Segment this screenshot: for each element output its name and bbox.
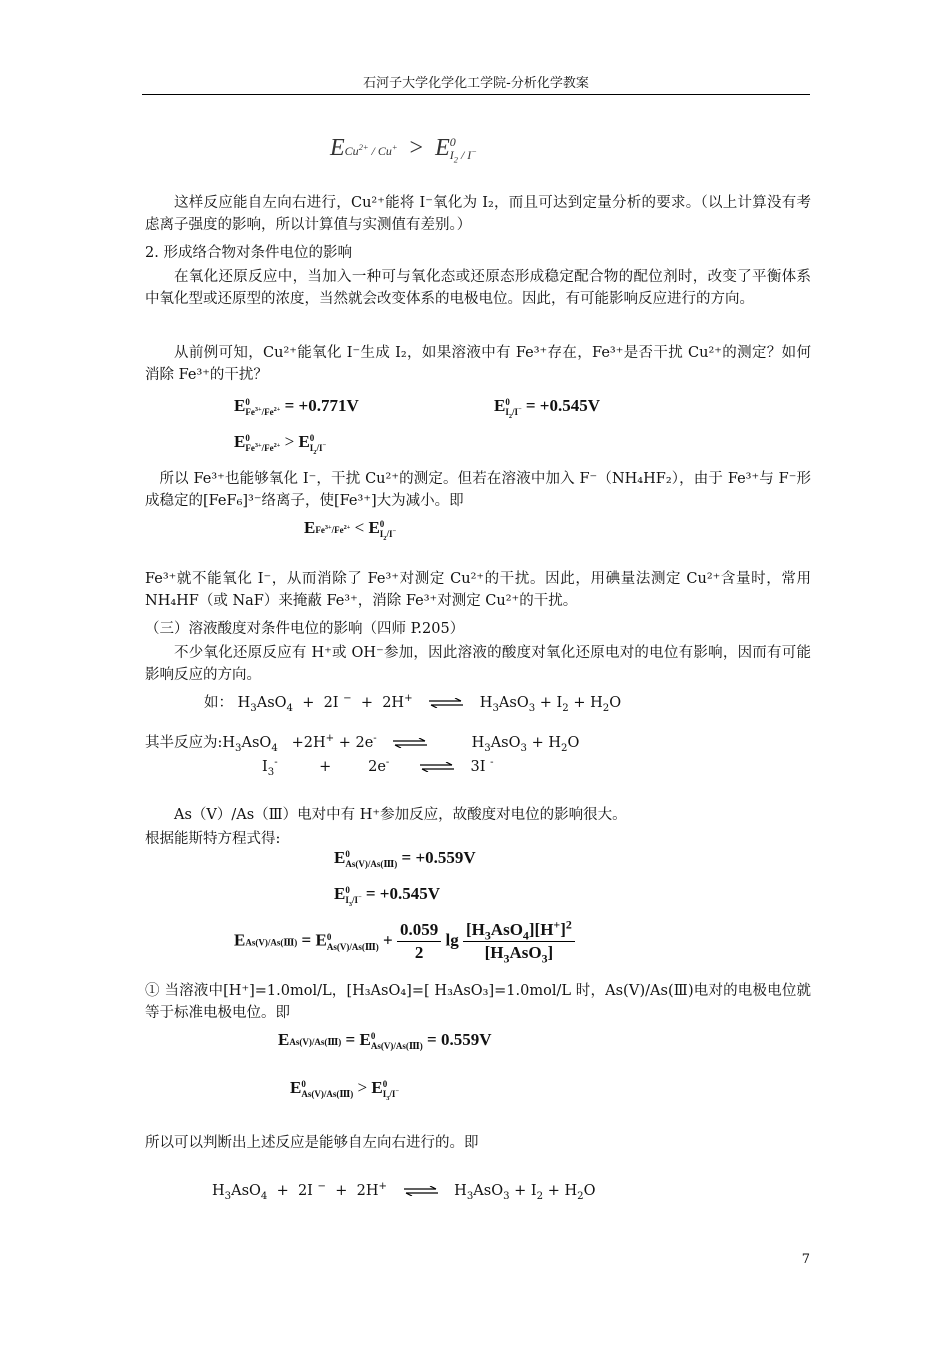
half-reaction-1: 其半反应为$:H_3AsO_4 +2H^+ + 2e^-$ $H_3AsO_3 + H_2O$ [145,733,580,754]
equation-fe-gt-i2: E 0 $Fe^{3+}/Fe^{2+}$ > E 0 $I_2/I^-$ [234,432,327,456]
paragraph-7: As（Ⅴ）/As（Ⅲ）电对中有 H⁺参加反应，故酸度对电位的影响很大。 [174,807,627,823]
page-number: 7 [801,1252,810,1267]
half-reaction-label: 其半反应为: [145,735,223,751]
equilibrium-arrow-icon [429,698,463,708]
example-label: 如： [204,695,233,711]
i3-std-value: = +0.545V [365,884,441,903]
paragraph-10: 所以可以判断出上述反应是能够自左向右进行的。即 [145,1135,479,1151]
equation-as-gt-i3: E 0 As(V)/As(Ⅲ) > E 0 $I_3/I^-$ [290,1078,400,1102]
section-heading-2: 2. 形成络合物对条件电位的影响 [145,245,352,261]
equation-i3-std: E 0 $I_3/I^-$ = +0.545V [334,884,441,908]
page-header: 石河子大学化学化工学院-分析化学教案 [363,76,589,91]
equation-as-equals-std: EAs(V)/As(Ⅲ) = E 0 As(V)/As(Ⅲ) = 0.559V [278,1030,492,1052]
equilibrium-arrow-icon [393,738,427,748]
section-heading-3: （三）溶液酸度对条件电位的影响（四师 P.205） [145,621,465,637]
paragraph-2: 在氧化还原反应中，当加入一种可与氧化态或还原态形成稳定配合物的配位剂时，改变了平衡体系中氧化型或还原型的浓度，当然就会改变体系的电极电位。因此，有可能影响反应进行的方向。 [145,269,811,307]
equation-i2-std: E 0 $I_2/I^-$ = +0.545V [494,396,601,420]
equation-fe-lt-i2: $EFe^{3+}/Fe^{2+} < E$ 0 $I_2/I^-$ [304,518,397,542]
paragraph-3: 从前例可知，Cu²⁺能氧化 I⁻生成 I₂，如果溶液中有 Fe³⁺存在，Fe³⁺是否干扰 Cu²⁺的测定？如何消除 Fe³⁺的干扰？ [145,345,811,383]
equation-fe-std: E 0 $Fe^{3+}/Fe^{2+}$ = +0.771V [234,396,359,418]
header-rule [142,94,810,95]
reaction-final: $H_3AsO_4 + 2I$ − + 2H+ $H_3AsO_3 + I_2 + H_2O$ [212,1181,596,1202]
paragraph-9: ① 当溶液中[H⁺]=1.0mol/L，[H₃AsO₄]=[ H₃AsO₃]=1.0mol/L 时，As(Ⅴ)/As(Ⅲ)电对的电极电位就等于标准电极电位。即 [145,983,811,1021]
equilibrium-arrow-icon [420,762,454,772]
reaction-main: 如： $H_3AsO_4 + 2I$ − + 2H+ $H_3AsO_3 + I_2 + H_2O$ [204,693,622,714]
paragraph-6: 不少氧化还原反应有 H⁺或 OH⁻参加，因此溶液的酸度对氧化还原电对的电位有影响，因而有可能影响反应的方向。 [145,645,811,683]
nernst-denominator: 2 [414,943,424,962]
as-std-value: = +0.559V [401,848,476,867]
as-eq-value: = 0.559V [427,1030,492,1049]
half-reaction-2: $I_3^-$ + 2e- 3I - [262,757,494,778]
paragraph-8: 根据能斯特方程式得: [145,831,281,847]
nernst-equation: EAs(V)/As(Ⅲ) = E 0 As(V)/As(Ⅲ) + $\frac{0.059}{2}$ lg $\frac{[H_3AsO_4][H^+]^2}{[H_3AsO_3]}$ [234,920,575,963]
fe-std-value: = +0.771V [284,396,359,415]
nernst-coefficient: 0.059 [397,920,441,942]
paragraph-5: Fe³⁺就不能氧化 I⁻，从而消除了 Fe³⁺对测定 Cu²⁺的干扰。因此，用碘量法测定 Cu²⁺含量时，常用 NH₄HF（或 NaF）来掩蔽 Fe³⁺，消除 Fe³⁺对测定 Cu²⁺的干扰。 [145,571,811,609]
i2-std-value: = +0.545V [525,396,601,415]
equilibrium-arrow-icon [404,1186,438,1196]
paragraph-1: 这样反应能自左向右进行，Cu²⁺能将 I⁻氧化为 I₂，而且可达到定量分析的要求。（以上计算没有考虑离子强度的影响，所以计算值与实测值有差别。） [145,195,811,233]
paragraph-4: 所以 Fe³⁺也能够氧化 I⁻，干扰 Cu²⁺的测定。但若在溶液中加入 F⁻（NH₄HF₂），由于 Fe³⁺与 F⁻形成稳定的[FeF₆]³⁻络离子，使[Fe³⁺]大为减小。即 [145,471,811,509]
equation-cu-vs-i2: ECu$^{2+}$ / Cu+ > E 0 $I_2 / I^-$ [330,135,477,165]
equation-as-std: E 0 As(V)/As(Ⅲ) = +0.559V [334,848,476,870]
